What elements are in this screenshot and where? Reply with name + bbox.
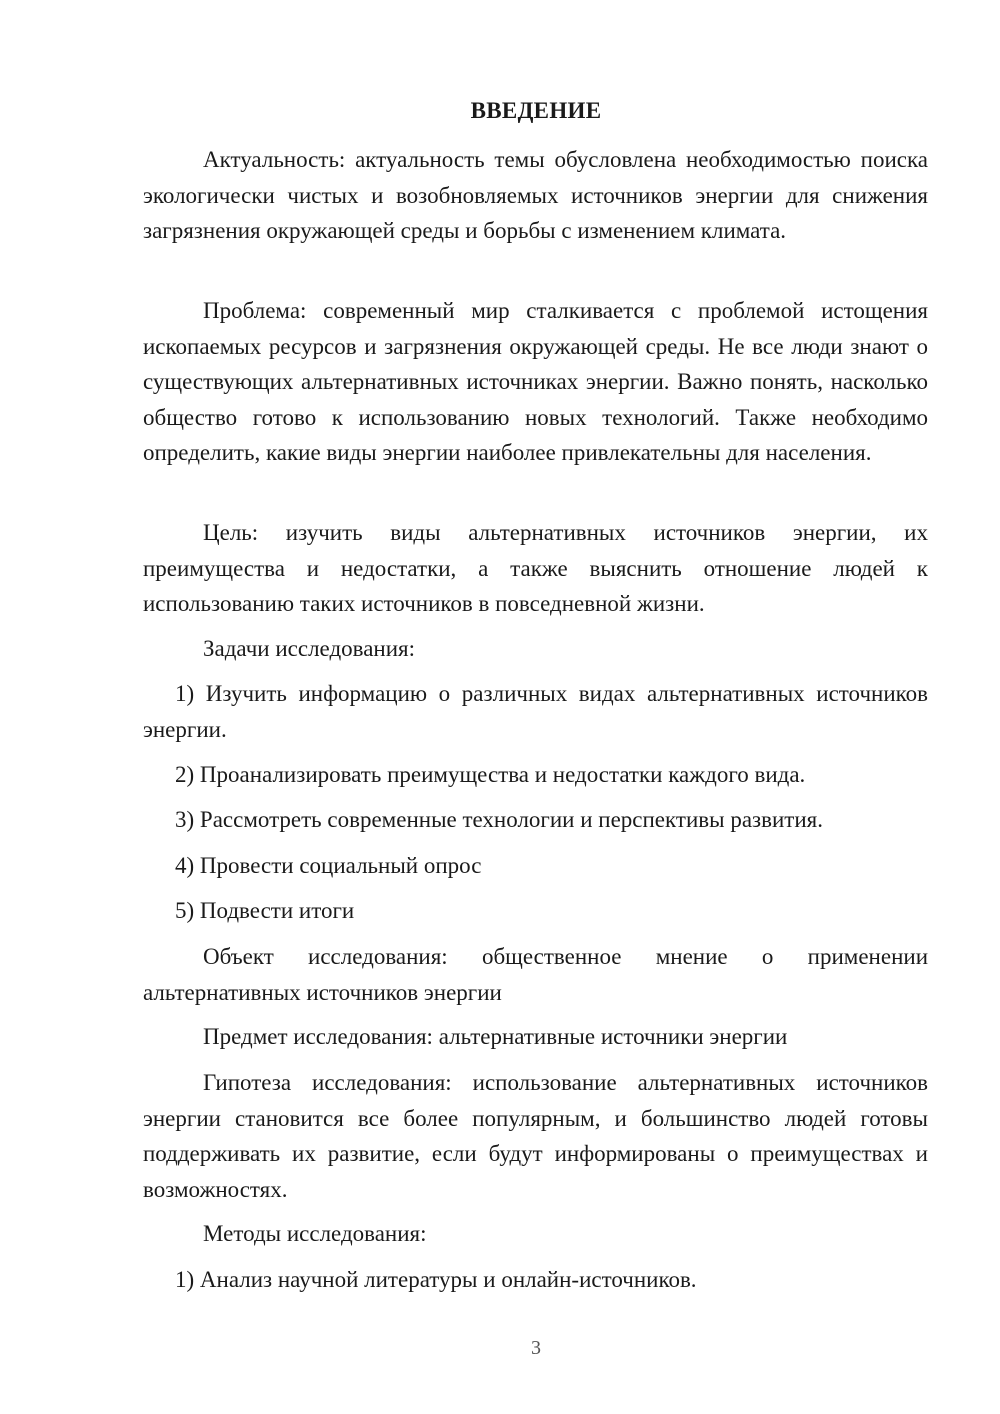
problem-paragraph: Проблема: современный мир сталкивается с проблемой истощения ископаемых ресурсов и загрязнения окружающей среды. Не все люди знают о существующих альтернативных источниках энергии. Важно понять, насколько общество готово к использованию новых технологий. Также необходимо определить, какие виды энергии наиболее привлекательны для населения. [143, 298, 928, 465]
section-heading: ВВЕДЕНИЕ [470, 98, 602, 123]
task-item-2: 2) Проанализировать преимущества и недостатки каждого вида. [175, 762, 806, 787]
methods-title: Методы исследования: [203, 1221, 427, 1246]
task-item-4: 4) Провести социальный опрос [175, 853, 482, 878]
object-paragraph: Объект исследования: общественное мнение о применении альтернативных источников энергии [143, 944, 928, 1005]
hypothesis-paragraph: Гипотеза исследования: использование альтернативных источников энергии становится все более популярным, и большинство людей готовы поддерживать их развитие, если будут информированы о преимуществах и возможностях. [143, 1070, 928, 1202]
tasks-title: Задачи исследования: [203, 636, 416, 661]
goal-paragraph: Цель: изучить виды альтернативных источников энергии, их преимущества и недостатки, а также выяснить отношение людей к использованию таких источников в повседневной жизни. [143, 520, 928, 616]
page-number: 3 [531, 1337, 541, 1359]
task-item-3: 3) Рассмотреть современные технологии и перспективы развития. [175, 807, 823, 832]
task-item-5: 5) Подвести итоги [175, 898, 355, 923]
relevance-paragraph: Актуальность: актуальность темы обусловлена необходимостью поиска экологически чистых и возобновляемых источников энергии для снижения загрязнения окружающей среды и борьбы с изменением климата. [143, 147, 928, 243]
subject-paragraph: Предмет исследования: альтернативные источники энергии [203, 1024, 788, 1049]
method-item-1: 1) Анализ научной литературы и онлайн-источников. [175, 1267, 697, 1292]
task-item-1: 1) Изучить информацию о различных видах альтернативных источников энергии. [143, 681, 928, 742]
